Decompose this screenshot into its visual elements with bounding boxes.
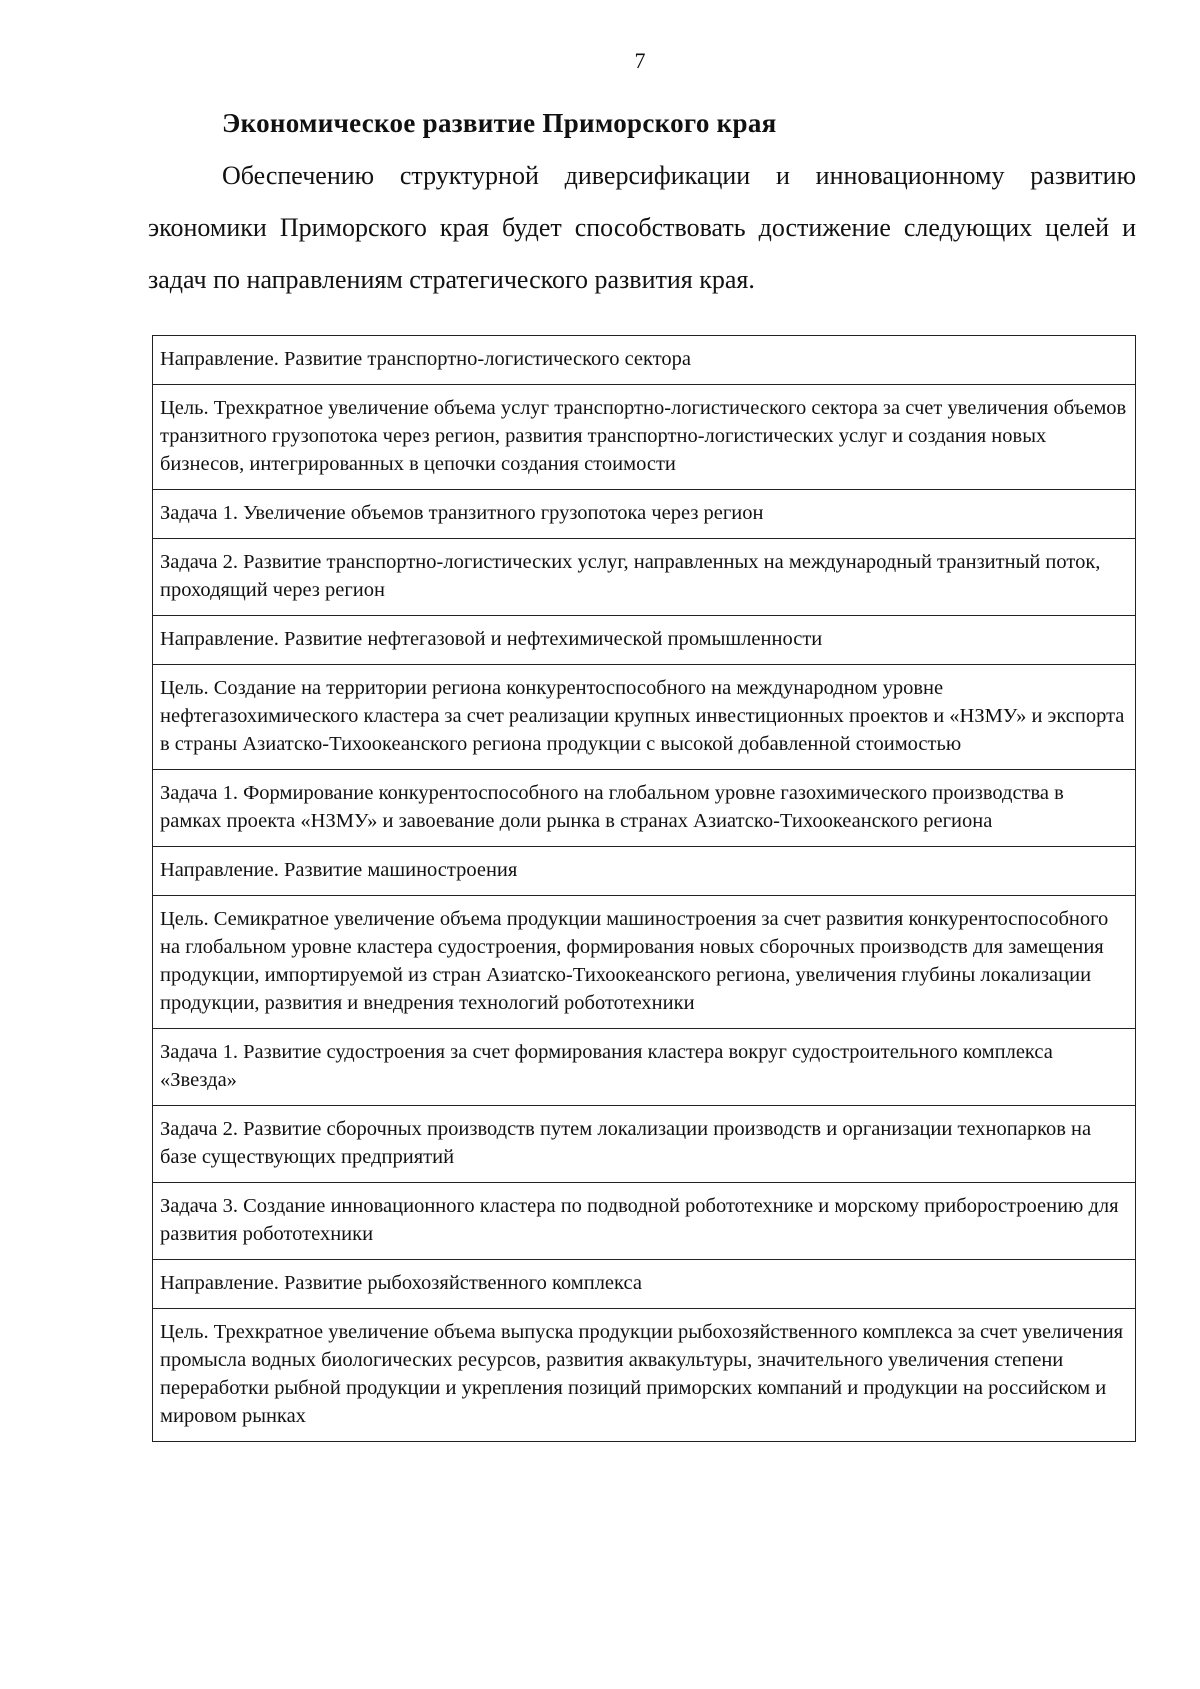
table-row-task-petrochemical-1: Задача 1. Формирование конкурентоспособного на глобальном уровне газохимического производства в рамках проекта «НЗМУ» и завоевание доли рынка в странах Азиатско-Тихоокеанского региона (153, 769, 1135, 846)
section-title: Экономическое развитие Приморского края (222, 108, 777, 138)
table-row-direction-transport: Направление. Развитие транспортно-логистического сектора (160, 348, 691, 370)
table-row-task-transport-2: Задача 2. Развитие транспортно-логистических услуг, направленных на международный транзитный поток, проходящий через регион (153, 538, 1135, 615)
table-row-direction-fishery: Направление. Развитие рыбохозяйственного комплекса (153, 1259, 1135, 1308)
table-row-goal-fishery: Цель. Трехкратное увеличение объема выпуска продукции рыбохозяйственного комплекса за счет увеличения промысла водных биологических ресурсов, развития аквакультуры, значительного увеличения степени переработки рыбной продукции и укрепления позиций приморских компаний и продукции на российском и мировом рынках (153, 1308, 1135, 1441)
table-row-task-transport-1: Задача 1. Увеличение объемов транзитного грузопотока через регион (153, 489, 1135, 538)
page-number: 7 (634, 48, 646, 73)
table-row-goal-transport: Цель. Трехкратное увеличение объема услуг транспортно-логистического сектора за счет увеличения объемов транзитного грузопотока через регион, развития транспортно-логистических услуг и создания новых бизнесов, интегрированных в цепочки создания стоимости (153, 384, 1135, 489)
table-row-goal-petrochemical: Цель. Создание на территории региона конкурентоспособного на международном уровне нефтегазохимического кластера за счет реализации крупных инвестиционных проектов и «НЗМУ» и экспорта в страны Азиатско-Тихоокеанского региона продукции с высокой добавленной стоимостью (153, 664, 1135, 769)
table-row-goal-machinery: Цель. Семикратное увеличение объема продукции машиностроения за счет развития конкурентоспособного на глобальном уровне кластера судостроения, формирования новых сборочных производств для замещения продукции, импортируемой из стран Азиатско-Тихоокеанского региона, увеличения глубины локализации продукции, развития и внедрения технологий робототехники (153, 895, 1135, 1028)
table-row-task-machinery-2: Задача 2. Развитие сборочных производств путем локализации производств и организации технопарков на базе существующих предприятий (153, 1105, 1135, 1182)
table-row-direction-petrochemical: Направление. Развитие нефтегазовой и нефтехимической промышленности (153, 615, 1135, 664)
strategy-table (152, 335, 1136, 1442)
table-row-task-machinery-1: Задача 1. Развитие судостроения за счет формирования кластера вокруг судостроительного комплекса «Звезда» (153, 1028, 1135, 1105)
table-row-task-machinery-3: Задача 3. Создание инновационного кластера по подводной робототехнике и морскому приборостроению для развития робототехники (153, 1182, 1135, 1259)
table-row-direction-machinery: Направление. Развитие машиностроения (153, 846, 1135, 895)
intro-paragraph: Обеспечению структурной диверсификации и инновационному развитию экономики Приморского края будет способствовать достижение следующих целей и задач по направлениям стратегического развития края. (148, 161, 1136, 294)
